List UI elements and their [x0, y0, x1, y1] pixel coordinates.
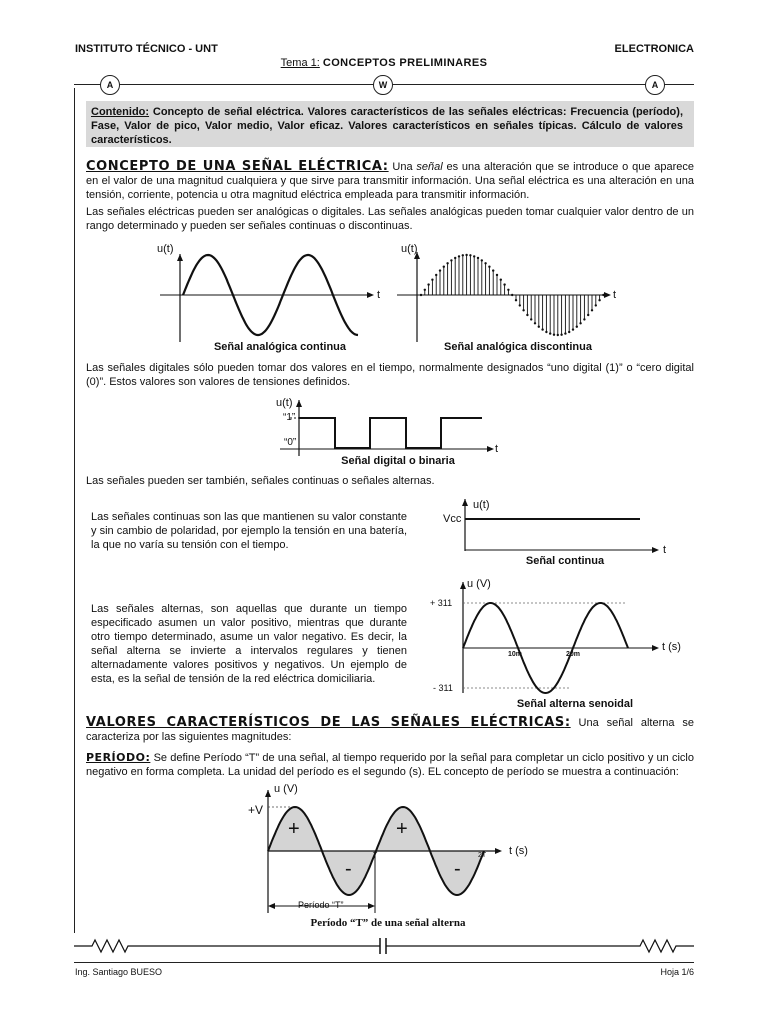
sample-point: [595, 304, 597, 306]
ac-caption: Señal alterna senoidal: [516, 698, 634, 710]
ac-tick-20m: 20m: [566, 651, 581, 658]
analog-paragraph: Las señales eléctricas pueden ser analógicas o digitales. Las señales analógicas pueden tomar cualquier valor dentro de un rango determinado y pueden ser señales continuas o discontinuas.: [86, 206, 694, 232]
sample-point: [503, 283, 505, 285]
contenido-label: Contenido:: [91, 106, 150, 118]
sample-point: [602, 294, 604, 296]
analog-discontinuous-ylabel: u(t): [401, 243, 418, 255]
ac-paragraph: Las señales alternas, son aquellas que durante un tiempo especificado asumen un valor positivo, mientras que durante otro tiempo determinado, asume un valor negativo. Es decir, la señal alterna se invierte a intervalos regulares y tienen alternadamente valores positivos y negativos. Un ejemplo de esta, es la señal de tensión de la red eléctrica domiciliaria.: [91, 603, 407, 685]
sample-point: [446, 262, 448, 264]
header-subject: ELECTRONICA: [614, 43, 694, 55]
period-caption: Período “T” de una señal alterna: [310, 917, 466, 929]
sample-point: [576, 326, 578, 328]
sample-point: [462, 254, 464, 256]
positive-half-sign-2: +: [396, 818, 408, 840]
analog-continuous-ylabel: u(t): [157, 243, 174, 255]
section-title-colon: :: [564, 715, 571, 730]
characteristic-values-paragraph: [86, 716, 694, 744]
period-ylabel: u (V): [274, 783, 298, 795]
margin-mark-left: A: [100, 75, 120, 95]
sample-point: [424, 289, 426, 291]
digital-caption: Señal digital o binaria: [341, 455, 455, 467]
period-label: PERÍODO:: [86, 751, 151, 764]
sample-point: [500, 279, 502, 281]
header-institution: INSTITUTO TÉCNICO - UNT: [75, 43, 218, 55]
digital-paragraph: Las señales digitales sólo pueden tomar dos valores en el tiempo, normalmente designados “uno digital (1)” o “cero digital (0)”. Estos valores son valores de tensiones definidos.: [86, 362, 694, 388]
sample-point: [488, 266, 490, 268]
digital-xlabel: t: [495, 443, 499, 455]
sample-point: [591, 309, 593, 311]
footer-rule: [74, 962, 694, 963]
sample-point: [435, 274, 437, 276]
sample-point: [583, 318, 585, 320]
sample-point: [568, 331, 570, 333]
intro-text-b: es una alteración que se introduce o que aparece en el valor de una magnitud cualquiera y que sirve para transmitir información. Una señal eléctrica es una alteración en una tensión, corriente, potencia u otra magnitud eléctrica empleada para transmitir información.: [86, 161, 694, 201]
intro-emphasis: señal: [416, 161, 443, 173]
sample-point: [553, 334, 555, 336]
sample-point: [564, 332, 566, 334]
signal-concept-paragraph: [86, 160, 694, 202]
left-margin-line: [74, 88, 75, 933]
sample-point: [477, 257, 479, 259]
period-text: Se define Período “T” de una señal, al tiempo requerido por la señal para completar un ciclo positivo y un ciclo negativo en forma completa. La unidad del período es el segundo (s). EL concepto de período se muestra a continuación:: [86, 752, 694, 778]
sample-point: [454, 257, 456, 259]
topic-name: CONCEPTOS PRELIMINARES: [322, 57, 488, 69]
sample-point: [450, 259, 452, 261]
dc-caption: Señal continua: [525, 555, 605, 567]
intro-text-a: Una: [388, 161, 417, 173]
analog-continuous-figure: [150, 242, 400, 342]
sample-point: [538, 326, 540, 328]
sample-point: [572, 328, 574, 330]
dc-xlabel: t: [663, 544, 667, 556]
footer-circuit-decoration: [74, 935, 696, 959]
sample-point: [579, 322, 581, 324]
sample-point: [431, 279, 433, 281]
footer-author: Ing. Santiago BUESO: [75, 967, 163, 977]
digital-ylabel: u(t): [276, 397, 293, 409]
contenido-text: [91, 105, 683, 147]
negative-half-sign-2: -: [454, 858, 461, 880]
sample-point: [519, 304, 521, 306]
sample-point: [511, 294, 513, 296]
negative-half-sign-1: -: [345, 858, 352, 880]
sample-point: [481, 259, 483, 261]
section2-intro: Una señal alterna se caracteriza por las siguientes magnitudes:: [86, 717, 694, 743]
dc-level-label: Vcc: [443, 513, 462, 525]
contenido-body: Concepto de señal eléctrica. Valores característicos de las señales eléctricas: Frecuencia (período), Fase, Valor de pico, Valor medio, Valor eficaz. Valores característicos en señales típicas. Cálculo de valores característicos.: [91, 106, 683, 146]
sample-point: [420, 294, 422, 296]
sample-point: [439, 269, 441, 271]
period-figure: [240, 785, 540, 915]
analog-discontinuous-xlabel: t: [613, 289, 617, 301]
margin-mark-center: W: [373, 75, 393, 95]
sample-point: [458, 255, 460, 257]
sample-point: [549, 332, 551, 334]
topic-prefix: Tema 1:: [280, 57, 320, 69]
period-tick-T: T: [373, 852, 378, 859]
sample-point: [545, 331, 547, 333]
period-span-label: Período “T”: [298, 900, 344, 910]
topic-title: [0, 57, 768, 69]
continuous-alternate-paragraph: Las señales pueden ser también, señales continuas o señales alternas.: [86, 475, 435, 487]
section-title-signal: CONCEPTO DE UNA SEÑAL ELÉCTRICA:: [86, 159, 389, 174]
period-xlabel: t (s): [509, 845, 528, 857]
section-title-values: VALORES CARACTERÍSTICOS DE LAS SEÑALES ELÉCTRICAS: [86, 715, 565, 730]
sample-point: [526, 314, 528, 316]
digital-one-label: “1”: [283, 412, 296, 423]
sample-point: [530, 318, 532, 320]
sample-point: [598, 299, 600, 301]
sample-point: [560, 334, 562, 336]
footer-page: Hoja 1/6: [660, 967, 694, 977]
ac-xlabel: t (s): [662, 641, 681, 653]
sample-point: [427, 283, 429, 285]
sample-point: [587, 314, 589, 316]
sample-point: [443, 266, 445, 268]
ac-positive-peak-label: + 311: [430, 598, 453, 608]
ac-sine-figure: [430, 578, 670, 698]
dc-ylabel: u(t): [473, 499, 490, 511]
ac-negative-peak-label: - 311: [433, 683, 453, 693]
sample-point: [465, 254, 467, 256]
positive-half-sign-1: +: [288, 818, 300, 840]
analog-discontinuous-caption: Señal analógica discontinua: [444, 341, 592, 353]
digital-zero-label: “0”: [284, 437, 297, 448]
analog-discontinuous-figure: [395, 242, 645, 352]
sample-point: [541, 328, 543, 330]
sample-point: [515, 299, 517, 301]
analog-continuous-caption: Señal analógica continua: [213, 341, 347, 353]
sample-point: [484, 262, 486, 264]
ac-ylabel: u (V): [467, 578, 491, 590]
period-paragraph: [86, 751, 694, 779]
sample-point: [534, 322, 536, 324]
sample-point: [507, 289, 509, 291]
period-tick-2T: 2T: [478, 852, 487, 859]
sample-point: [492, 269, 494, 271]
period-amplitude-label: +V: [248, 803, 264, 817]
sample-point: [496, 274, 498, 276]
analog-continuous-xlabel: t: [377, 289, 381, 301]
sample-point: [469, 254, 471, 256]
dc-paragraph: Las señales continuas son las que mantienen su valor constante y sin cambio de polaridad, por ejemplo la tensión en una batería, la que no varía su tensión con el tiempo.: [91, 511, 407, 551]
margin-mark-right: A: [645, 75, 665, 95]
ac-tick-10m: 10m: [508, 651, 523, 658]
sample-point: [473, 255, 475, 257]
sample-point: [522, 309, 524, 311]
sample-point: [557, 334, 559, 336]
